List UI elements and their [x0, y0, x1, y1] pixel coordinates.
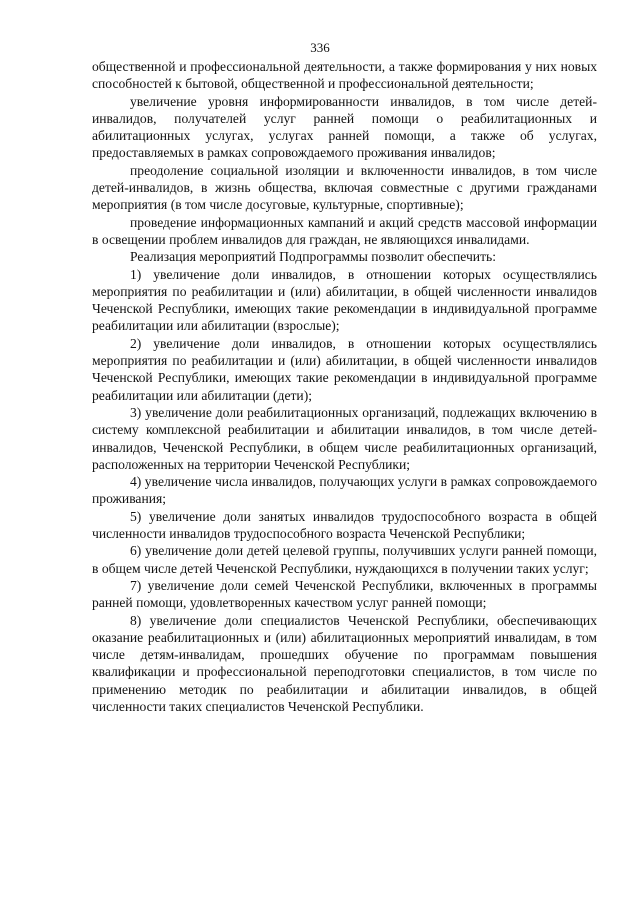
paragraph: 1) увеличение доли инвалидов, в отношении которых осуществлялись мероприятия по реабилитации и (или) абилитации, в общей численности инвалидов Чеченской Республики, имеющих такие рекомендации в индивидуальной программе реабилитации или абилитации (взрослые);	[92, 266, 597, 334]
paragraph: преодоление социальной изоляции и включенности инвалидов, в том числе детей-инвалидов, в жизнь общества, включая совместные с другими гражданами мероприятия (в том числе досуговые, культурные, спортивные);	[92, 162, 597, 213]
paragraph: 8) увеличение доли специалистов Чеченской Республики, обеспечивающих оказание реабилитационных и (или) абилитационных мероприятий инвалидам, в том числе детям-инвалидам, прошедших обучение по программам повышения квалификации и профессиональной переподготовки специалистов, в том числе по применению методик по реабилитации и абилитации инвалидов, в общей численности таких специалистов Чеченской Республики.	[92, 612, 597, 714]
paragraph: увеличение уровня информированности инвалидов, в том числе детей-инвалидов, получателей услуг ранней помощи о реабилитационных и абилитационных услугах, услугах ранней помощи, а также об услугах, предоставляемых в рамках сопровождаемого проживания инвалидов;	[92, 93, 597, 161]
paragraph: 4) увеличение числа инвалидов, получающих услуги в рамках сопровождаемого проживания;	[92, 474, 597, 507]
paragraph: 7) увеличение доли семей Чеченской Республики, включенных в программы ранней помощи, удовлетворенных качеством услуг ранней помощи;	[92, 577, 597, 611]
paragraph: 3) увеличение доли реабилитационных организаций, подлежащих включению в систему комплексной реабилитации и абилитации инвалидов, в том числе детей-инвалидов, Чеченской Республики, в общем числе реабилитационных организаций, расположенных на территории Чеченской Республики;	[92, 404, 597, 472]
paragraph: Реализация мероприятий Подпрограммы позволит обеспечить:	[130, 249, 496, 265]
paragraph: проведение информационных кампаний и акций средств массовой информации в освещении проблем инвалидов для граждан, не являющихся инвалидами.	[92, 214, 597, 247]
body-text	[92, 58, 597, 715]
paragraph: 6) увеличение доли детей целевой группы, получивших услуги ранней помощи, в общем числе детей Чеченской Республики, нуждающихся в получении таких услуг;	[92, 543, 597, 576]
paragraph: 2) увеличение доли инвалидов, в отношении которых осуществлялись мероприятия по реабилитации и (или) абилитации, в общей численности инвалидов Чеченской Республики, имеющих такие рекомендации в индивидуальной программе реабилитации или абилитации (дети);	[92, 335, 597, 403]
page-number: 336	[310, 40, 330, 55]
paragraph: общественной и профессиональной деятельности, а также формирования у них новых способностей к бытовой, общественной и профессиональной деятельности;	[92, 59, 597, 92]
paragraph: 5) увеличение доли занятых инвалидов трудоспособного возраста в общей численности инвалидов трудоспособного возраста Чеченской Республики;	[92, 508, 597, 542]
